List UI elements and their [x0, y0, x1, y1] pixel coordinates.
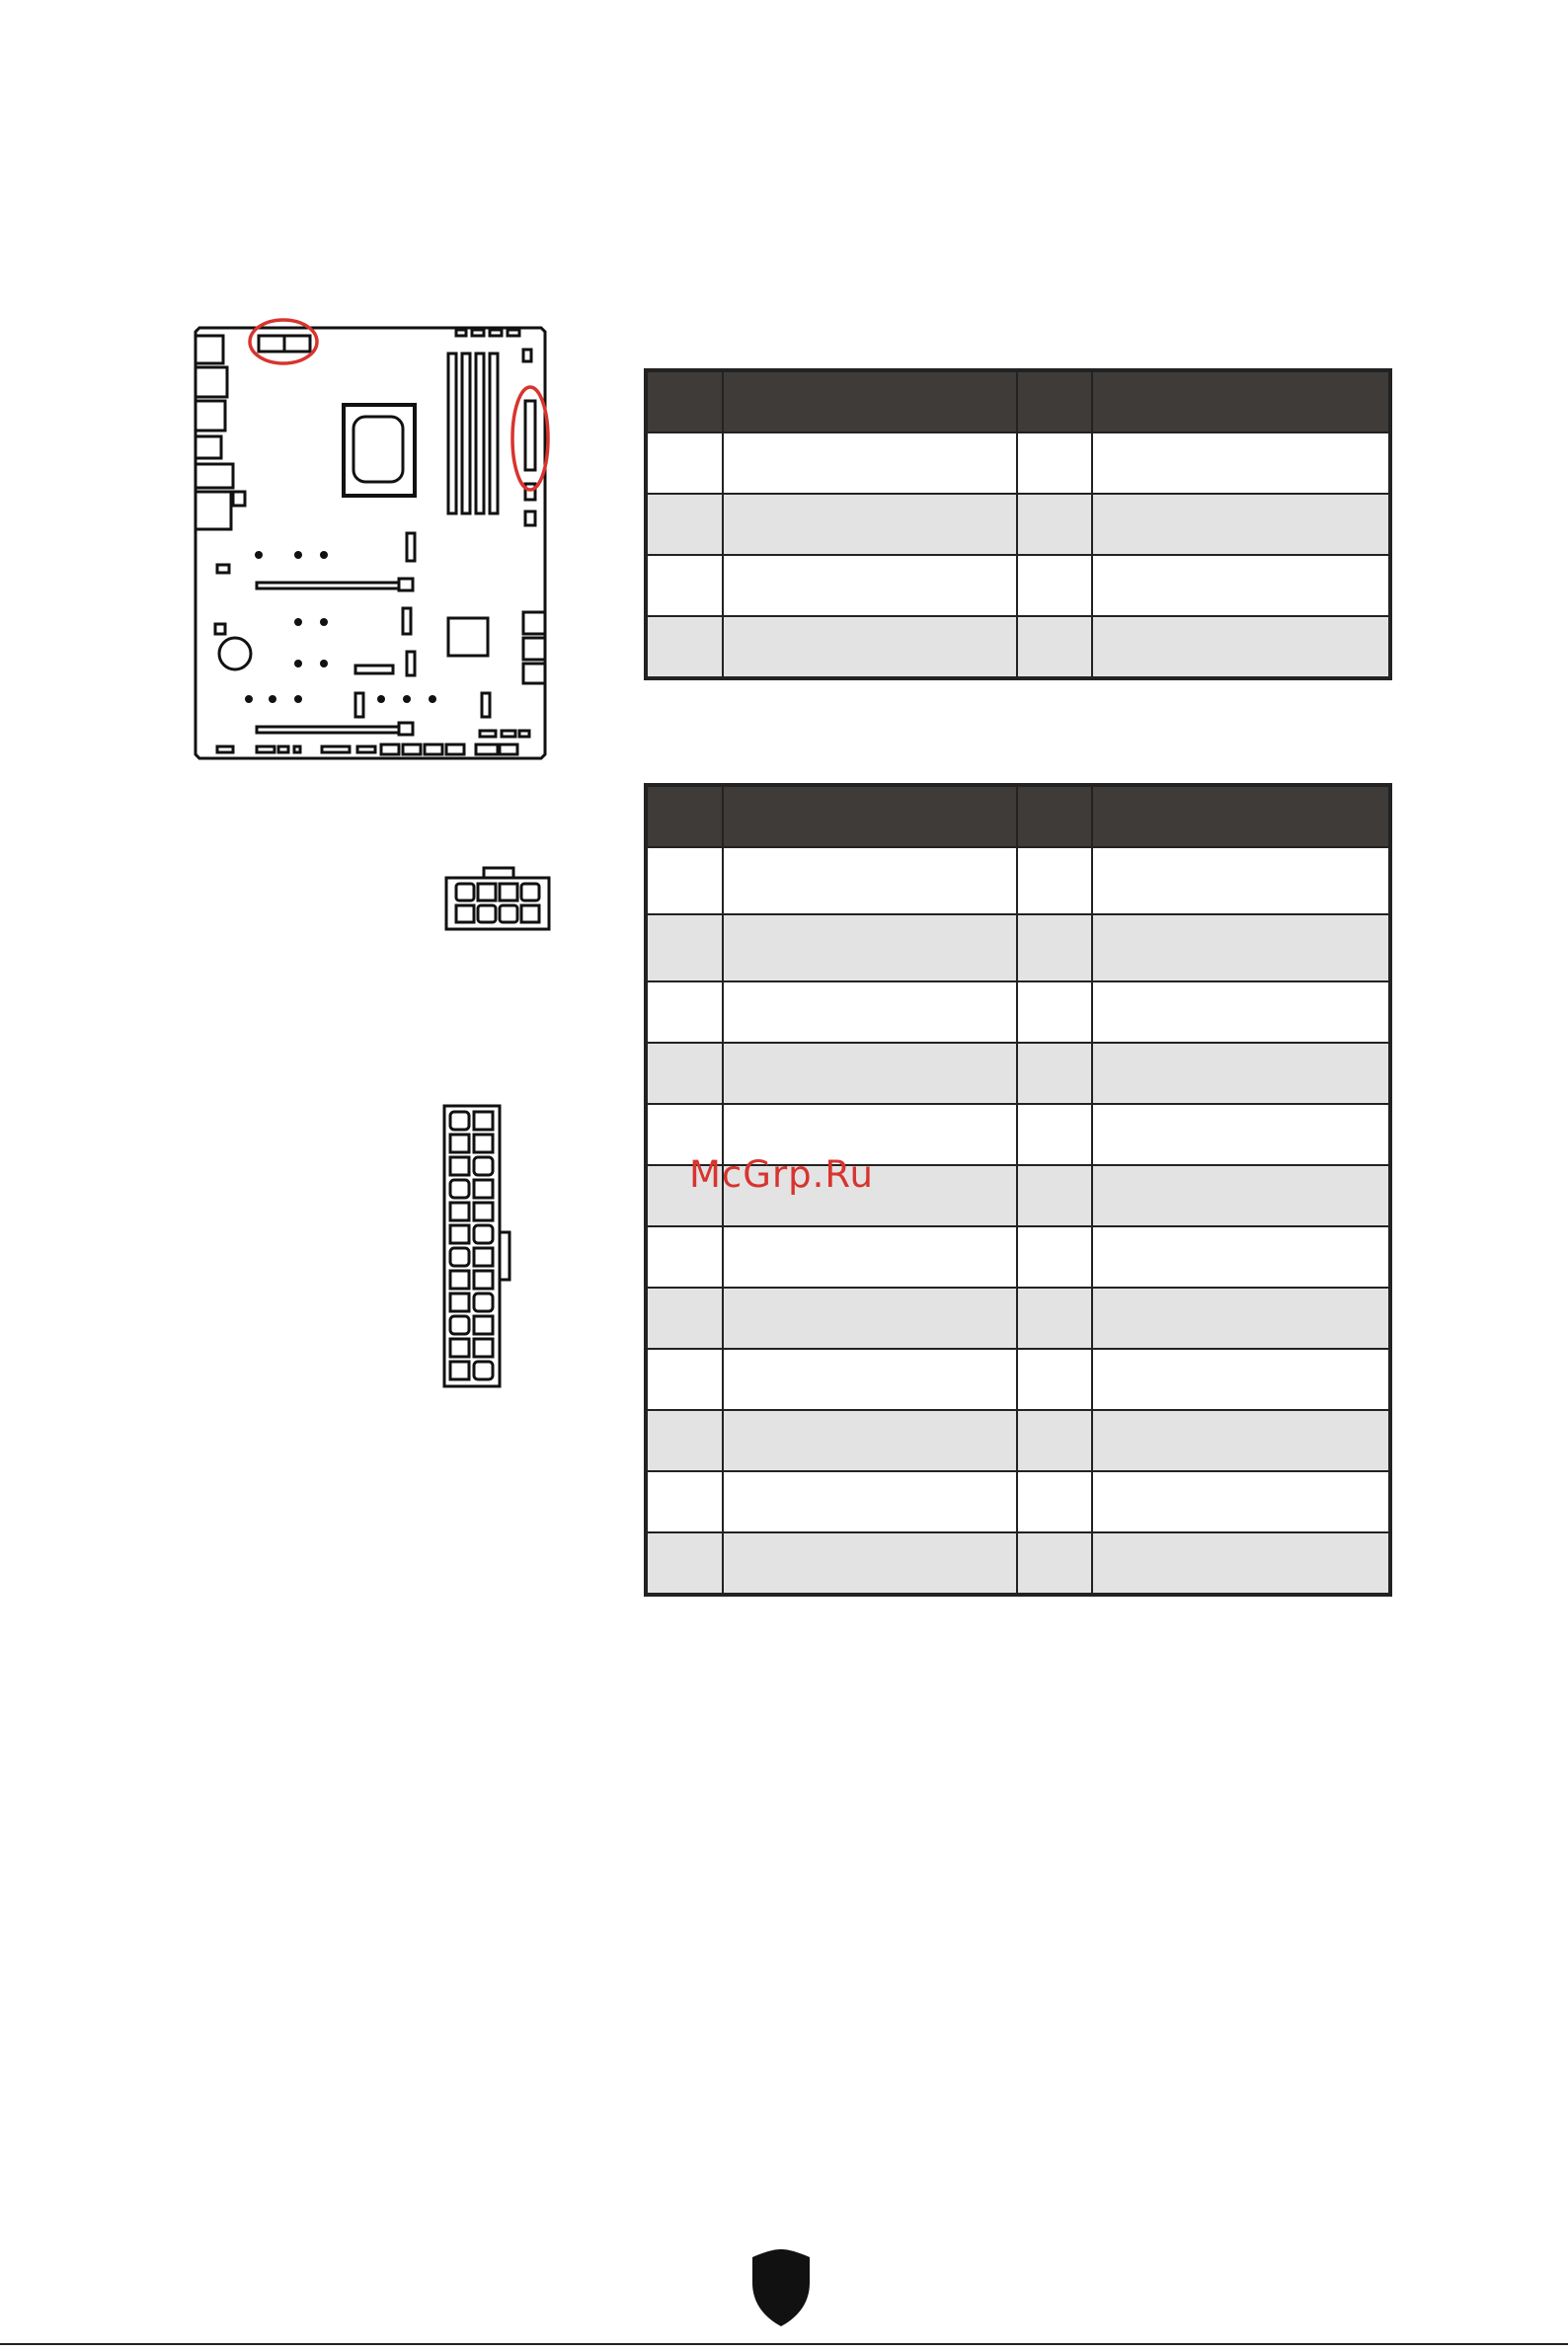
table-row: [646, 847, 1390, 914]
table-cell: [723, 914, 1017, 981]
table-cell: [723, 981, 1017, 1043]
table-row: [646, 432, 1390, 494]
table-cell: [646, 847, 723, 914]
footer-rule: [0, 2343, 1568, 2345]
table-cell: [1017, 1165, 1092, 1226]
connector-pin: [474, 1316, 493, 1334]
table-row: [646, 1471, 1390, 1532]
connector-pin: [450, 1294, 469, 1311]
table-cell: [723, 432, 1017, 494]
table-cell: [1092, 1043, 1390, 1104]
connector-pin: [450, 1180, 469, 1198]
table-cell: [723, 1471, 1017, 1532]
table-cell: [1017, 1349, 1092, 1410]
connector-pin: [450, 1316, 469, 1334]
table-cell: [723, 1226, 1017, 1288]
table-cell: [1017, 616, 1092, 678]
table-cell: [646, 914, 723, 981]
connector-pin: [450, 1135, 469, 1152]
connector-pin: [474, 1362, 493, 1379]
table-cell: [646, 1288, 723, 1349]
table-cell: [1017, 1104, 1092, 1165]
table-cell: [1017, 494, 1092, 555]
table-cell: [1017, 1410, 1092, 1471]
table-cell: [1092, 432, 1390, 494]
table-cell: [646, 1471, 723, 1532]
connector-pin: [474, 1225, 493, 1243]
table-cell: [1092, 494, 1390, 555]
table-cell: [646, 555, 723, 616]
table-cell: [723, 616, 1017, 678]
connector-pin: [474, 1271, 493, 1289]
table-cell: [723, 1410, 1017, 1471]
connector-pin: [474, 1180, 493, 1198]
table-cell: [1017, 1288, 1092, 1349]
cpu-power-pin-table: [644, 368, 1392, 680]
table-row: [646, 494, 1390, 555]
table-cell: [1017, 847, 1092, 914]
table-cell: [723, 1288, 1017, 1349]
table-row: [646, 981, 1390, 1043]
connector-pin: [450, 1271, 469, 1289]
table-cell: [723, 1349, 1017, 1410]
table-cell: [723, 1532, 1017, 1595]
table-cell: [646, 1532, 723, 1595]
table-cell: [1092, 1226, 1390, 1288]
table-row: [646, 1532, 1390, 1595]
table-cell: [1092, 1471, 1390, 1532]
table-cell: [646, 1349, 723, 1410]
table-cell: [1092, 914, 1390, 981]
table-cell: [723, 1043, 1017, 1104]
connector-pin: [450, 1362, 469, 1379]
connector-pin: [474, 1112, 493, 1130]
connector-pin: [450, 1248, 469, 1266]
connector-pin: [450, 1157, 469, 1175]
table-row: [646, 616, 1390, 678]
connector-pin: [474, 1248, 493, 1266]
table-cell: [1017, 981, 1092, 1043]
table-cell: [1017, 1043, 1092, 1104]
table-cell: [1092, 1532, 1390, 1595]
connector-pin: [450, 1112, 469, 1130]
cpu-power-connector-icon: [444, 864, 553, 933]
table-row: [646, 914, 1390, 981]
table-row: [646, 555, 1390, 616]
table-cell: [1092, 1288, 1390, 1349]
table-cell: [1092, 1165, 1390, 1226]
table-cell: [1017, 555, 1092, 616]
connector-pin: [450, 1225, 469, 1243]
connector-pin: [450, 1339, 469, 1357]
table-cell: [1017, 1226, 1092, 1288]
table-cell: [646, 494, 723, 555]
connector-pin: [450, 1203, 469, 1220]
table-cell: [1092, 847, 1390, 914]
connector-pin: [474, 1294, 493, 1311]
table-cell: [1017, 914, 1092, 981]
table-cell: [1092, 981, 1390, 1043]
table-header: [646, 785, 1390, 847]
table-row: [646, 1288, 1390, 1349]
table-cell: [1017, 1471, 1092, 1532]
table-row: [646, 1043, 1390, 1104]
shield-logo: [748, 2247, 814, 2328]
table-cell: [646, 1043, 723, 1104]
table-cell: [1017, 432, 1092, 494]
watermark: McGrp.Ru: [689, 1153, 874, 1196]
table-cell: [1092, 1104, 1390, 1165]
table-header: [646, 370, 1390, 432]
table-cell: [723, 847, 1017, 914]
table-cell: [1092, 1410, 1390, 1471]
connector-pin: [474, 1157, 493, 1175]
connector-pin: [474, 1135, 493, 1152]
table-cell: [723, 555, 1017, 616]
table-cell: [646, 1410, 723, 1471]
table-cell: [646, 1226, 723, 1288]
table-cell: [723, 494, 1017, 555]
table-cell: [646, 616, 723, 678]
table-cell: [1092, 555, 1390, 616]
table-cell: [1092, 616, 1390, 678]
connector-pin: [474, 1203, 493, 1220]
table-cell: [1017, 1532, 1092, 1595]
table-cell: [1092, 1349, 1390, 1410]
motherboard-diagram: [188, 306, 553, 770]
atx-power-connector-icon: [442, 1104, 515, 1390]
connector-pin: [474, 1339, 493, 1357]
table-cell: [646, 432, 723, 494]
table-row: [646, 1410, 1390, 1471]
table-row: [646, 1226, 1390, 1288]
table-row: [646, 1349, 1390, 1410]
table-cell: [646, 981, 723, 1043]
